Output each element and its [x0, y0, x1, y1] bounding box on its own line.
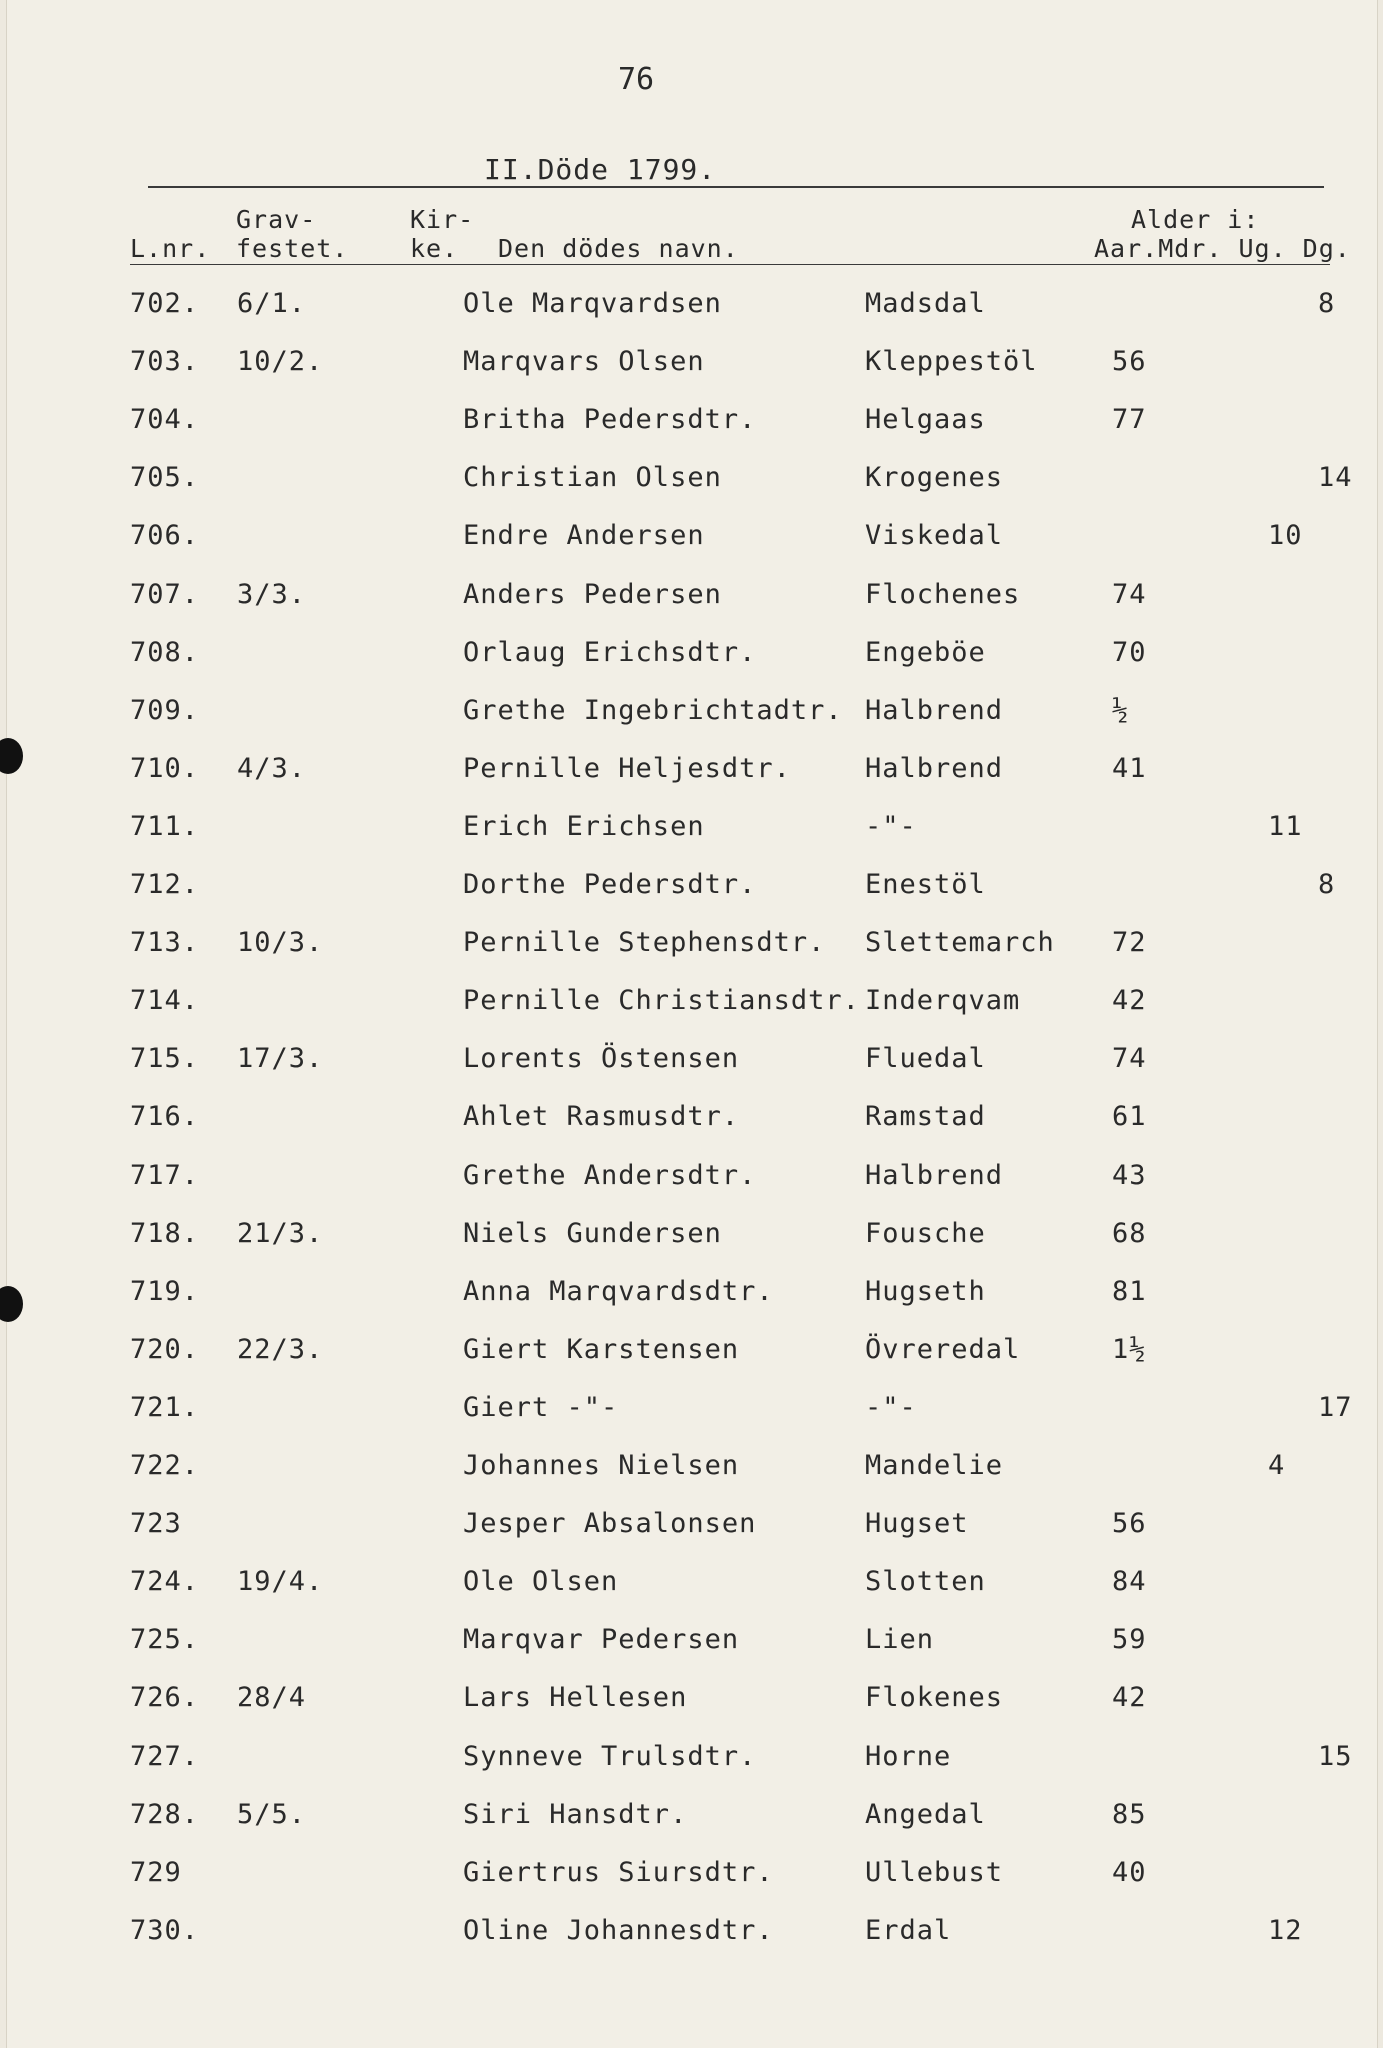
- burial-date: 17/3.: [237, 1043, 324, 1075]
- age-weeks: 11: [1268, 810, 1303, 842]
- farm-name: Kleppestöl: [865, 346, 1038, 378]
- age-years: 74: [1112, 1043, 1147, 1075]
- deceased-name: Erich Erichsen: [463, 810, 705, 842]
- farm-name: Slettemarch: [865, 927, 1055, 959]
- farm-name: -"-: [865, 810, 917, 842]
- age-days: 15: [1318, 1740, 1353, 1772]
- table-row: [0, 288, 1383, 332]
- age-years: 1½: [1112, 1333, 1147, 1365]
- farm-name: Fousche: [865, 1217, 986, 1249]
- deceased-name: Britha Pedersdtr.: [463, 404, 757, 436]
- table-row: [0, 1450, 1383, 1494]
- entry-number: 708.: [130, 636, 200, 668]
- entry-number: 704.: [130, 404, 200, 436]
- entry-number: 702.: [130, 288, 200, 319]
- age-days: 14: [1318, 462, 1353, 494]
- header-rule: [130, 264, 1330, 265]
- deceased-name: Giert -"-: [463, 1391, 619, 1423]
- burial-date: 5/5.: [237, 1798, 307, 1830]
- farm-name: Hugset: [865, 1508, 969, 1540]
- entry-number: 715.: [130, 1043, 200, 1075]
- table-row: [0, 811, 1383, 855]
- farm-name: Flokenes: [865, 1682, 1004, 1714]
- header-lnr: L.nr.: [130, 234, 211, 263]
- entry-number: 705.: [130, 462, 200, 494]
- entry-number: 717.: [130, 1159, 200, 1191]
- farm-name: Helgaas: [865, 404, 986, 436]
- farm-name: -"-: [865, 1391, 917, 1423]
- table-row: [0, 1043, 1383, 1087]
- deceased-name: Pernille Stephensdtr.: [463, 927, 826, 959]
- farm-name: Ullebust: [865, 1856, 1004, 1888]
- farm-name: Slotten: [865, 1566, 986, 1598]
- table-row: [0, 1276, 1383, 1320]
- entry-number: 718.: [130, 1217, 200, 1249]
- age-years: 74: [1112, 578, 1147, 610]
- burial-date: 10/3.: [237, 927, 324, 959]
- entry-number: 713.: [130, 927, 200, 959]
- age-years: 61: [1112, 1101, 1147, 1133]
- farm-name: Flochenes: [865, 578, 1021, 610]
- entry-number: 716.: [130, 1101, 200, 1133]
- age-years: ½: [1112, 694, 1130, 726]
- farm-name: Fluedal: [865, 1043, 986, 1075]
- entry-number: 707.: [130, 578, 200, 610]
- age-years: 59: [1112, 1624, 1147, 1656]
- deceased-name: Orlaug Erichsdtr.: [463, 636, 757, 668]
- deceased-name: Dorthe Pedersdtr.: [463, 869, 757, 900]
- burial-date: 22/3.: [237, 1333, 324, 1365]
- farm-name: Madsdal: [865, 288, 986, 319]
- table-row: [0, 1160, 1383, 1204]
- burial-date: 6/1.: [237, 288, 307, 319]
- burial-date: 19/4.: [237, 1566, 324, 1598]
- entry-number: 726.: [130, 1682, 200, 1714]
- entry-number: 730.: [130, 1914, 200, 1946]
- age-years: 77: [1112, 404, 1147, 436]
- entry-number: 724.: [130, 1566, 200, 1598]
- farm-name: Erdal: [865, 1914, 952, 1946]
- deceased-name: Jesper Absalonsen: [463, 1508, 757, 1540]
- deceased-name: Marqvars Olsen: [463, 346, 705, 378]
- deceased-name: Pernille Heljesdtr.: [463, 752, 791, 784]
- age-years: 85: [1112, 1798, 1147, 1830]
- farm-name: Halbrend: [865, 694, 1004, 726]
- header-grav-line1: Grav-: [236, 205, 317, 234]
- deceased-name: Endre Andersen: [463, 520, 705, 552]
- age-years: 56: [1112, 1508, 1147, 1540]
- entry-number: 720.: [130, 1333, 200, 1365]
- farm-name: Horne: [865, 1740, 952, 1772]
- entry-number: 709.: [130, 694, 200, 726]
- entry-number: 703.: [130, 346, 200, 378]
- deceased-name: Lars Hellesen: [463, 1682, 688, 1714]
- table-row: [0, 985, 1383, 1029]
- entry-number: 706.: [130, 520, 200, 552]
- table-row: [0, 1857, 1383, 1901]
- deceased-name: Oline Johannesdtr.: [463, 1914, 774, 1946]
- entry-number: 727.: [130, 1740, 200, 1772]
- age-years: 72: [1112, 927, 1147, 959]
- age-days: 8: [1318, 869, 1336, 900]
- entry-number: 723: [130, 1508, 182, 1540]
- age-weeks: 10: [1268, 520, 1303, 552]
- table-row: [0, 1334, 1383, 1378]
- table-row: [0, 753, 1383, 797]
- age-years: 42: [1112, 1682, 1147, 1714]
- farm-name: Krogenes: [865, 462, 1004, 494]
- deceased-name: Johannes Nielsen: [463, 1450, 740, 1481]
- age-weeks: 12: [1268, 1914, 1303, 1946]
- table-row: [0, 1218, 1383, 1262]
- section-title: II.Döde 1799.: [484, 153, 717, 186]
- burial-date: 10/2.: [237, 346, 324, 378]
- burial-date: 3/3.: [237, 578, 307, 610]
- farm-name: Halbrend: [865, 1159, 1004, 1191]
- age-years: 56: [1112, 346, 1147, 378]
- deceased-name: Giertrus Siursdtr.: [463, 1856, 774, 1888]
- age-years: 43: [1112, 1159, 1147, 1191]
- table-row: [0, 1682, 1383, 1726]
- age-days: 17: [1318, 1391, 1353, 1423]
- farm-name: Halbrend: [865, 752, 1004, 784]
- deceased-name: Grethe Ingebrichtadtr.: [463, 694, 843, 726]
- farm-name: Övreredal: [865, 1333, 1021, 1365]
- deceased-name: Giert Karstensen: [463, 1333, 740, 1365]
- table-row: [0, 1101, 1383, 1145]
- entry-number: 719.: [130, 1275, 200, 1307]
- table-row: [0, 1392, 1383, 1436]
- header-name: Den dödes navn.: [498, 234, 739, 263]
- table-row: [0, 927, 1383, 971]
- entry-number: 725.: [130, 1624, 200, 1656]
- age-years: 41: [1112, 752, 1147, 784]
- deceased-name: Ahlet Rasmusdtr.: [463, 1101, 740, 1133]
- title-rule: [148, 186, 1324, 188]
- table-row: [0, 579, 1383, 623]
- entry-number: 710.: [130, 752, 200, 784]
- deceased-name: Siri Hansdtr.: [463, 1798, 688, 1830]
- deceased-name: Grethe Andersdtr.: [463, 1159, 757, 1191]
- page-number: 76: [618, 62, 655, 97]
- farm-name: Inderqvam: [865, 985, 1021, 1017]
- entry-number: 714.: [130, 985, 200, 1017]
- header-kirke-line1: Kir-: [410, 205, 475, 234]
- table-row: [0, 1566, 1383, 1610]
- table-row: [0, 520, 1383, 564]
- entry-number: 729: [130, 1856, 182, 1888]
- deceased-name: Pernille Christiansdtr.: [463, 985, 860, 1017]
- age-years: 81: [1112, 1275, 1147, 1307]
- table-row: [0, 637, 1383, 681]
- entry-number: 722.: [130, 1450, 200, 1481]
- table-row: [0, 404, 1383, 448]
- burial-date: 21/3.: [237, 1217, 324, 1249]
- farm-name: Enestöl: [865, 869, 986, 900]
- table-row: [0, 1741, 1383, 1785]
- deceased-name: Ole Marqvardsen: [463, 288, 722, 319]
- deceased-name: Ole Olsen: [463, 1566, 619, 1598]
- deceased-name: Marqvar Pedersen: [463, 1624, 740, 1656]
- table-row: [0, 462, 1383, 506]
- deceased-name: Lorents Östensen: [463, 1043, 740, 1075]
- header-grav-line2: festet.: [236, 234, 349, 263]
- header-alder-line1: Alder i:: [1131, 205, 1260, 234]
- entry-number: 711.: [130, 810, 200, 842]
- farm-name: Mandelie: [865, 1450, 1004, 1481]
- farm-name: Lien: [865, 1624, 935, 1656]
- header-age-units: Aar.Mdr. Ug. Dg.: [1094, 234, 1351, 263]
- age-years: 42: [1112, 985, 1147, 1017]
- header-kirke-line2: ke.: [410, 234, 459, 263]
- deceased-name: Synneve Trulsdtr.: [463, 1740, 757, 1772]
- table-row: [0, 1624, 1383, 1668]
- entry-number: 712.: [130, 869, 200, 900]
- entry-number: 721.: [130, 1391, 200, 1423]
- table-row: [0, 869, 1383, 913]
- age-years: 40: [1112, 1856, 1147, 1888]
- farm-name: Viskedal: [865, 520, 1004, 552]
- table-row: [0, 1915, 1383, 1959]
- deceased-name: Anders Pedersen: [463, 578, 722, 610]
- farm-name: Engeböe: [865, 636, 986, 668]
- age-years: 70: [1112, 636, 1147, 668]
- deceased-name: Anna Marqvardsdtr.: [463, 1275, 774, 1307]
- deceased-name: Christian Olsen: [463, 462, 722, 494]
- age-weeks: 4: [1268, 1450, 1286, 1481]
- burial-date: 28/4: [237, 1682, 307, 1714]
- farm-name: Ramstad: [865, 1101, 986, 1133]
- age-days: 8: [1318, 288, 1336, 319]
- entry-number: 728.: [130, 1798, 200, 1830]
- table-row: [0, 695, 1383, 739]
- farm-name: Hugseth: [865, 1275, 986, 1307]
- age-years: 68: [1112, 1217, 1147, 1249]
- table-row: [0, 346, 1383, 390]
- table-row: [0, 1508, 1383, 1552]
- farm-name: Angedal: [865, 1798, 986, 1830]
- table-row: [0, 1799, 1383, 1843]
- deceased-name: Niels Gundersen: [463, 1217, 722, 1249]
- burial-date: 4/3.: [237, 752, 307, 784]
- age-years: 84: [1112, 1566, 1147, 1598]
